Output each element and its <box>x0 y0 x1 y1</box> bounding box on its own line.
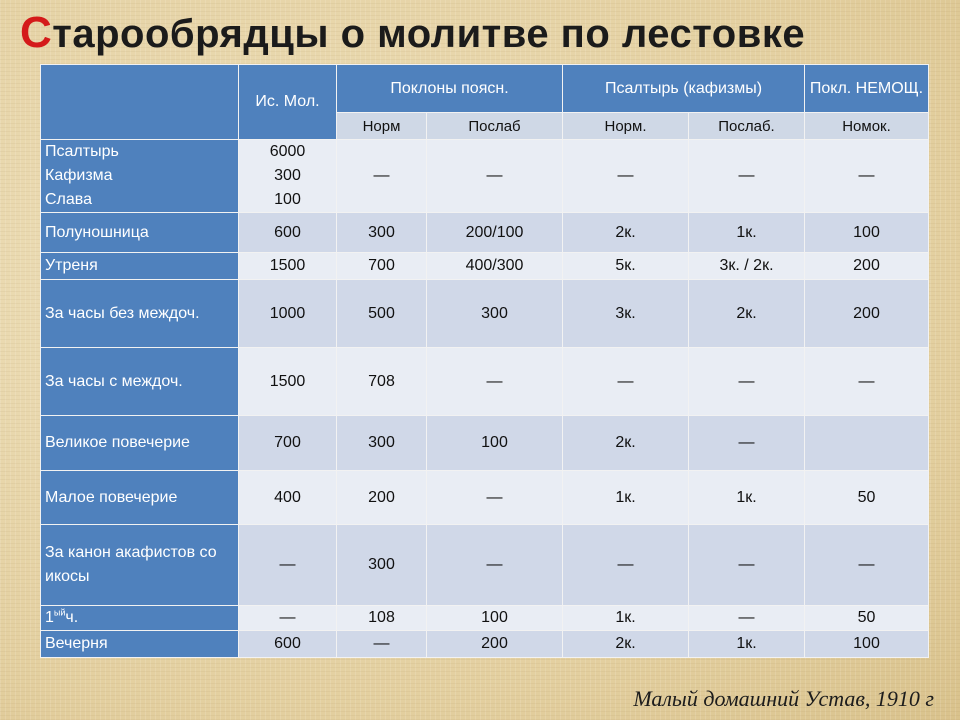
row-label: $1^{ый}ч$. <box>41 606 239 631</box>
table-cell: 108 <box>337 606 427 631</box>
table-cell: 708 <box>337 348 427 416</box>
table-cell: 2к. <box>563 631 689 658</box>
cell-is: 400 <box>239 471 337 525</box>
table-row <box>41 253 929 280</box>
table-cell: — <box>689 525 805 606</box>
subheader-norm-psaltyr: Норм. <box>563 113 689 140</box>
subheader-nomok: Номок. <box>805 113 929 140</box>
table-cell: 1к. <box>689 213 805 253</box>
table-cell: 300 <box>337 213 427 253</box>
row-label: За часы без междоч. <box>41 280 239 348</box>
source-citation: Малый домашний Устав, 1910 г <box>633 686 934 711</box>
subheader-poslab: Послаб <box>427 113 563 140</box>
table-cell: 1к. <box>563 606 689 631</box>
table-cell: — <box>689 140 805 213</box>
table-cell: — <box>689 416 805 471</box>
table-cell: 1к. <box>689 631 805 658</box>
table-cell: 200 <box>805 280 929 348</box>
table-cell: 700 <box>337 253 427 280</box>
cell-is: — <box>239 606 337 631</box>
table-cell: 100 <box>805 213 929 253</box>
row-label: Великое повечерие <box>41 416 239 471</box>
table-cell: 100 <box>805 631 929 658</box>
cell-is: 600 <box>239 213 337 253</box>
table-cell: — <box>427 471 563 525</box>
table-cell: 200 <box>337 471 427 525</box>
table-cell: 200 <box>805 253 929 280</box>
prayer-table <box>40 64 929 658</box>
table-cell: 100 <box>427 606 563 631</box>
cell-is: — <box>239 525 337 606</box>
table-cell: 200/100 <box>427 213 563 253</box>
table-row <box>41 471 929 525</box>
cell-is: 1500 <box>239 348 337 416</box>
table-cell: — <box>805 348 929 416</box>
table-cell: 2к. <box>563 213 689 253</box>
table-cell: — <box>337 631 427 658</box>
table-cell: 3к. / 2к. <box>689 253 805 280</box>
cell-is: 6000 300 100 <box>239 140 337 213</box>
table-cell: 400/300 <box>427 253 563 280</box>
table-cell: 1к. <box>689 471 805 525</box>
table-cell: — <box>805 525 929 606</box>
table-cell: — <box>805 140 929 213</box>
table-cell: 300 <box>337 525 427 606</box>
header-is-mol: Ис. Мол. <box>239 65 337 140</box>
row-label: За часы с междоч. <box>41 348 239 416</box>
row-label: Полуношница <box>41 213 239 253</box>
header-corner <box>41 65 239 140</box>
title-rest: тарообрядцы о молитве по лестовке <box>52 12 806 56</box>
cell-is: 700 <box>239 416 337 471</box>
table-cell: 300 <box>427 280 563 348</box>
table-cell: — <box>563 348 689 416</box>
cell-is: 600 <box>239 631 337 658</box>
table-row <box>41 140 929 213</box>
table-cell: 100 <box>427 416 563 471</box>
table-cell: — <box>563 525 689 606</box>
row-label: Вечерня <box>41 631 239 658</box>
table-row <box>41 631 929 658</box>
slide-title <box>20 8 950 58</box>
table-cell: 2к. <box>689 280 805 348</box>
subheader-norm: Норм <box>337 113 427 140</box>
row-label: За канон акафистов со икосы <box>41 525 239 606</box>
table-row <box>41 606 929 631</box>
title-first-letter: С <box>20 8 53 57</box>
table-cell: 300 <box>337 416 427 471</box>
table-cell: 3к. <box>563 280 689 348</box>
table-cell: — <box>563 140 689 213</box>
table-cell: — <box>427 525 563 606</box>
cell-is: 1500 <box>239 253 337 280</box>
table-cell: — <box>337 140 427 213</box>
row-label: Малое повечерие <box>41 471 239 525</box>
row-label: Утреня <box>41 253 239 280</box>
header-psaltyr: Псалтырь (кафизмы) <box>563 65 805 113</box>
table-cell: 2к. <box>563 416 689 471</box>
table-cell: 50 <box>805 606 929 631</box>
cell-is: 1000 <box>239 280 337 348</box>
table-row <box>41 213 929 253</box>
table-cell: 5к. <box>563 253 689 280</box>
table-row <box>41 525 929 606</box>
table-cell: 200 <box>427 631 563 658</box>
header-poklony: Поклоны поясн. <box>337 65 563 113</box>
table-cell: — <box>427 140 563 213</box>
table-cell <box>805 416 929 471</box>
table-row <box>41 280 929 348</box>
subheader-poslab-psaltyr: Послаб. <box>689 113 805 140</box>
table-row <box>41 416 929 471</box>
table-cell: 500 <box>337 280 427 348</box>
table-cell: — <box>427 348 563 416</box>
row-label: Псалтырь Кафизма Слава <box>41 140 239 213</box>
table-cell: 50 <box>805 471 929 525</box>
table-cell: — <box>689 606 805 631</box>
header-pokl-nemoshch: Покл. НЕМОЩ. <box>805 65 929 113</box>
table-row <box>41 348 929 416</box>
table-cell: — <box>689 348 805 416</box>
table-cell: 1к. <box>563 471 689 525</box>
